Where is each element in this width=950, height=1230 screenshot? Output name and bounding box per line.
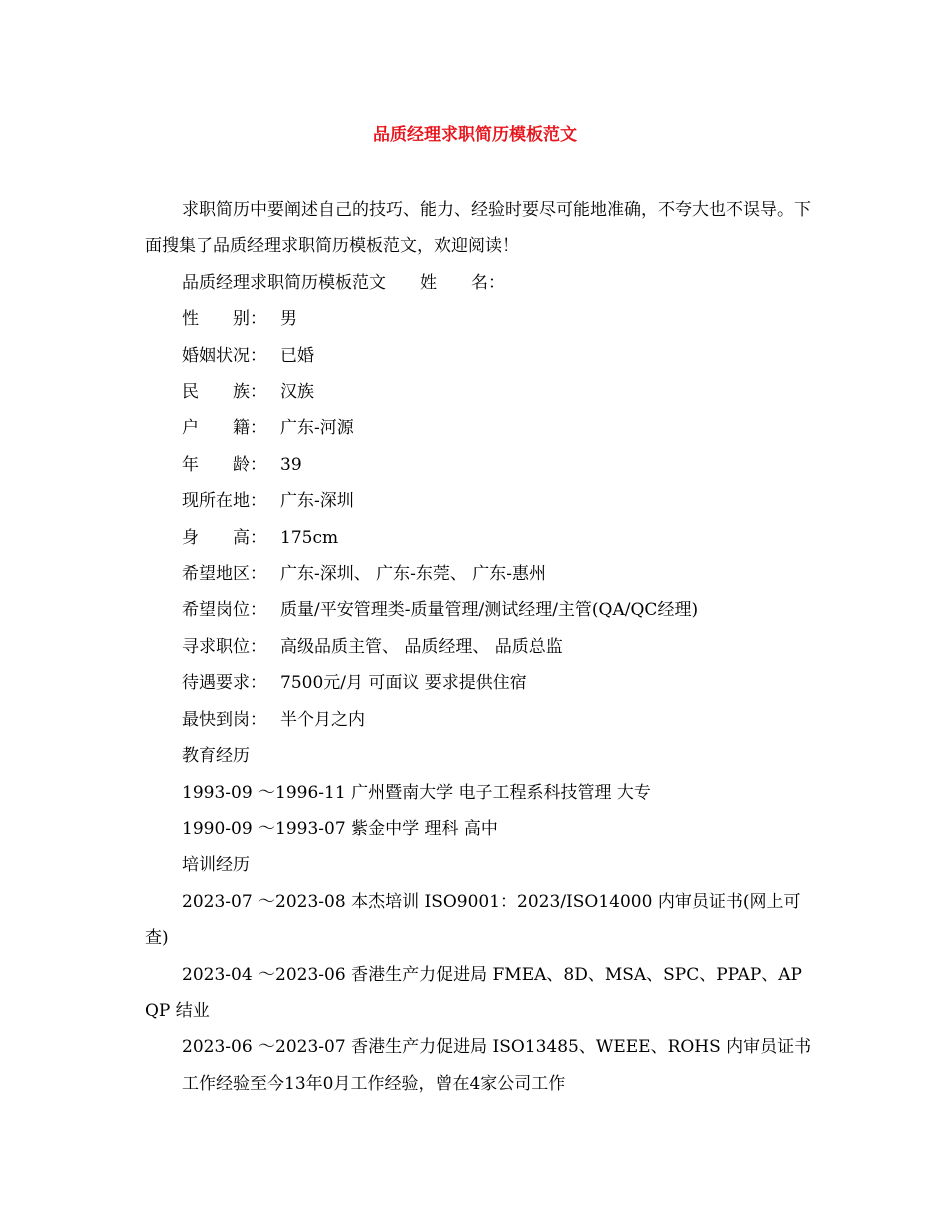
field-value: 175cm — [280, 527, 339, 548]
field-salary-expectation — [145, 665, 815, 701]
field-value: 质量/平安管理类-质量管理/测试经理/主管(QA/QC经理) — [280, 600, 699, 621]
field-label: 最快到岗： — [182, 709, 267, 730]
training-entry: 2023-04 ～2023-06 香港生产力促进局 FMEA、8D、MSA、SPC、PPAP、APQP 结业 — [145, 964, 802, 1021]
field-desired-position — [145, 592, 815, 628]
field-height — [145, 520, 815, 556]
field-household-registration — [145, 410, 815, 446]
field-label: 年 龄： — [182, 454, 267, 475]
training-entry: 2023-06 ～2023-07 香港生产力促进局 ISO13485、WEEE、ROHS 内审员证书 — [182, 1037, 812, 1058]
field-label: 希望地区： — [182, 564, 267, 585]
header-line: 品质经理求职简历模板范文 姓 名： — [182, 272, 505, 293]
field-label: 身 高： — [182, 527, 267, 548]
field-label: 现所在地： — [182, 491, 267, 512]
field-value: 39 — [280, 454, 302, 475]
field-label: 寻求职位： — [182, 636, 267, 657]
field-value: 广东-深圳、 广东-东莞、 广东-惠州 — [280, 564, 547, 585]
field-value: 男 — [280, 309, 297, 330]
field-seeking-job — [145, 629, 815, 665]
field-current-location — [145, 483, 815, 519]
field-label: 性 别： — [182, 309, 267, 330]
training-heading: 培训经历 — [182, 855, 250, 876]
field-ethnicity — [145, 374, 815, 410]
field-label: 户 籍： — [182, 418, 267, 439]
education-entry: 1990-09 ～1993-07 紫金中学 理科 高中 — [182, 818, 498, 839]
field-value: 广东-河源 — [280, 418, 354, 439]
field-value: 汉族 — [280, 382, 314, 403]
field-age — [145, 447, 815, 483]
field-label: 民 族： — [182, 382, 267, 403]
work-summary: 工作经验至今13年0月工作经验，曾在4家公司工作 — [182, 1073, 566, 1094]
field-value: 高级品质主管、 品质经理、 品质总监 — [280, 636, 563, 657]
document-title: 品质经理求职简历模板范文 — [373, 125, 577, 145]
education-heading: 教育经历 — [182, 746, 250, 767]
field-gender — [145, 301, 815, 337]
training-entry: 2023-07 ～2023-08 本杰培训 ISO9001：2023/ISO14000 内审员证书(网上可查) — [145, 891, 801, 949]
intro-paragraph: 求职简历中要阐述自己的技巧、能力、经验时要尽可能地准确，不夸大也不误导。下面搜集了品质经理求职简历模板范文，欢迎阅读！ — [145, 200, 811, 257]
field-value: 已婚 — [280, 345, 314, 366]
field-label: 待遇要求： — [182, 673, 267, 694]
field-label: 婚姻状况： — [182, 345, 267, 366]
field-desired-region — [145, 556, 815, 592]
document-body — [145, 192, 815, 1102]
field-value: 7500元/月 可面议 要求提供住宿 — [280, 673, 527, 694]
field-start-date — [145, 702, 815, 738]
education-entry: 1993-09 ～1996-11 广州暨南大学 电子工程系科技管理 大专 — [182, 782, 651, 803]
field-marital-status — [145, 338, 815, 374]
field-label: 希望岗位： — [182, 600, 267, 621]
field-value: 广东-深圳 — [280, 491, 354, 512]
field-value: 半个月之内 — [280, 709, 365, 730]
